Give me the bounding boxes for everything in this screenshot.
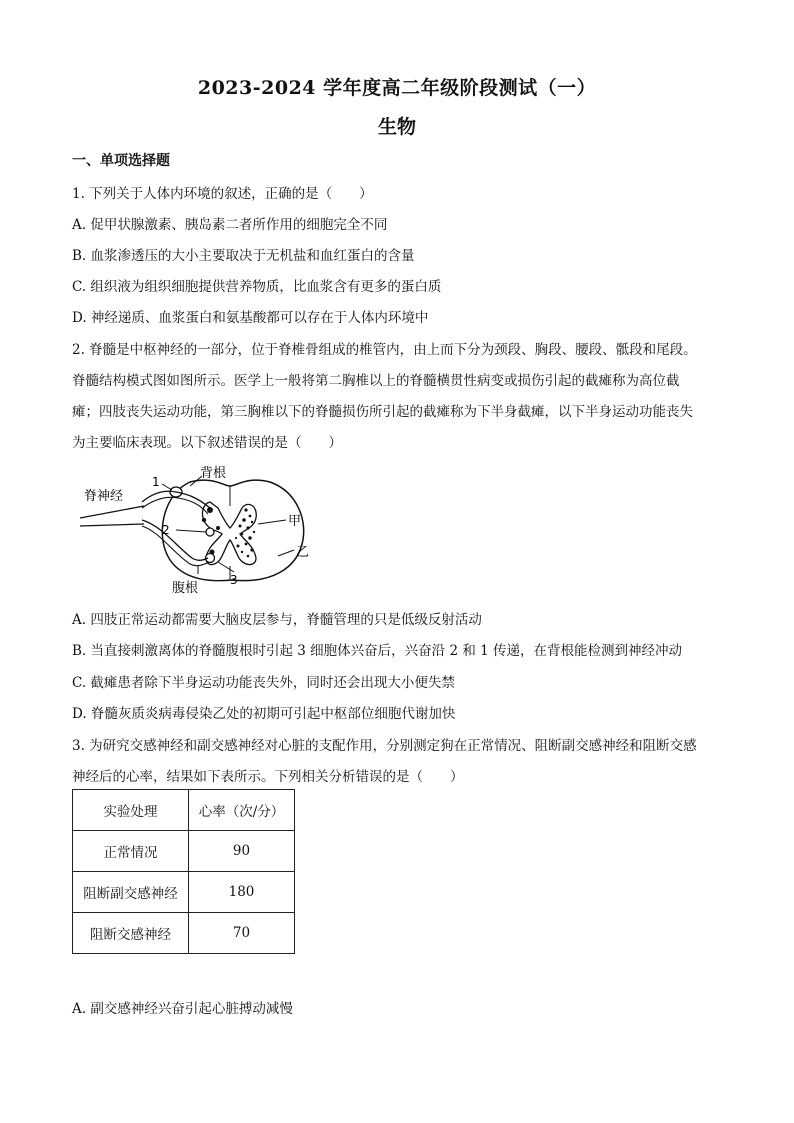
q3-option-a: A. 副交感神经兴奋引起心脏搏动减慢 [72,1001,293,1017]
label-jia: 甲 [288,514,302,529]
label-ventral-root: 腹根 [172,581,199,596]
table-cell: 70 [189,913,295,954]
table-cell: 阻断副交感神经 [73,872,189,913]
table-cell: 正常情况 [73,831,189,872]
q1-option-d: D. 神经递质、血浆蛋白和氨基酸都可以存在于人体内环境中 [72,310,429,326]
table-row [73,913,295,954]
table-header-row [73,790,295,831]
table-header-cell: 实验处理 [73,790,189,831]
q1-stem: 1. 下列关于人体内环境的叙述，正确的是（ ） [72,186,373,202]
spinal-cord-figure [72,462,322,596]
spinal-nerve-trunk [80,506,144,526]
table-cell: 90 [189,831,295,872]
q3-stem-line: 神经后的心率，结果如下表所示。下列相关分析错误的是（ ） [72,769,464,785]
table-header-cell: 心率（次/分） [189,790,295,831]
q2-option-a: A. 四肢正常运动都需要大脑皮层参与，脊髓管理的只是低级反射活动 [72,612,482,628]
label-number-3: 3 [230,573,238,587]
q2-stem-line: 为主要临床表现。以下叙述错误的是（ ） [72,435,342,451]
interneuron-2 [206,528,214,536]
q2-stem-line: 瘫；四肢丧失运动功能，第三胸椎以下的脊髓损伤所引起的截瘫称为下半身截瘫，以下半身运动功能丧失 [72,404,693,420]
q2-option-c: C. 截瘫患者除下半身运动功能丧失外，同时还会出现大小便失禁 [72,675,455,691]
label-dorsal-root: 背根 [200,466,227,481]
q2-stem-line: 2. 脊髓是中枢神经的一部分，位于脊椎骨组成的椎管内，由上而下分为颈段、胸段、腰段、骶段和尾段。 [72,342,697,358]
q1-option-a: A. 促甲状腺激素、胰岛素二者所作用的细胞完全不同 [72,217,388,233]
table-row [73,831,295,872]
label-number-1: 1 [152,475,160,489]
q2-option-b: B. 当直接刺激离体的脊髓腹根时引起 3 细胞体兴奋后，兴奋沿 2 和 1 传递，在背根能检测到神经冲动 [72,643,683,659]
q1-option-b: B. 血浆渗透压的大小主要取决于无机盐和血红蛋白的含量 [72,248,415,264]
q3-stem-line: 3. 为研究交感神经和副交感神经对心脏的支配作用，分别测定狗在正常情况、阻断副交感神经和阻断交感 [72,738,697,754]
exam-title: 2023-2024 学年度高二年级阶段测试（一） [197,77,597,99]
q2-option-d: D. 脊髓灰质炎病毒侵染乙处的初期可引起中枢部位细胞代谢加快 [72,706,456,722]
label-yi: 乙 [296,545,310,560]
section-heading: 一、单项选择题 [72,153,170,169]
label-spinal-nerve: 脊神经 [84,489,124,504]
subject-title: 生物 [377,116,416,138]
heart-rate-table [72,789,295,954]
table-cell: 180 [189,872,295,913]
label-number-2: 2 [162,523,170,537]
table-cell: 阻断交感神经 [73,913,189,954]
q2-stem-line: 脊髓结构模式图如图所示。医学上一般将第二胸椎以上的脊髓横贯性病变或损伤引起的截瘫称为高位截 [72,373,680,389]
table-row [73,872,295,913]
q1-option-c: C. 组织液为组织细胞提供营养物质，比血浆含有更多的蛋白质 [72,279,442,295]
